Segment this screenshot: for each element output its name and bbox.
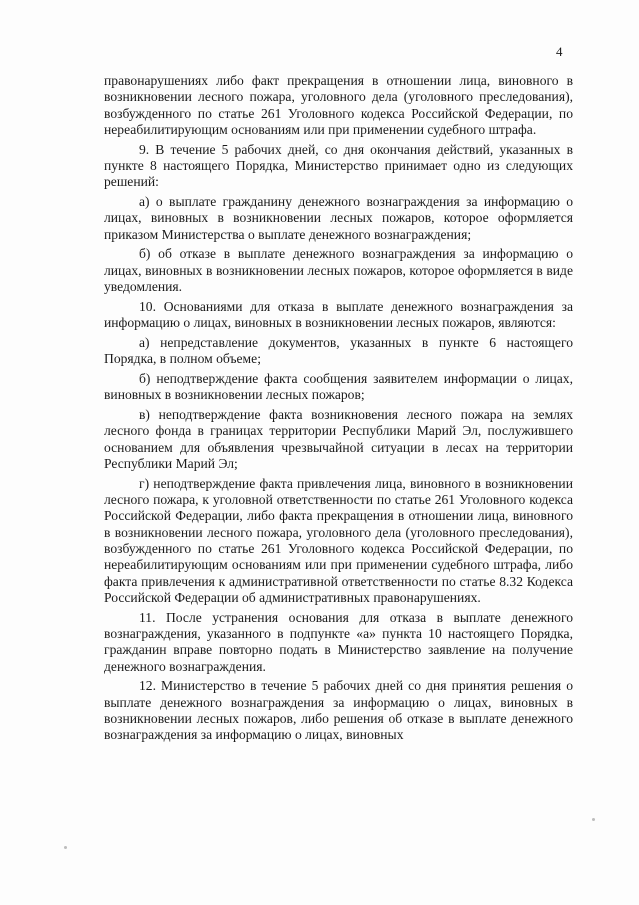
paragraph-9: 9. В течение 5 рабочих дней, со дня окончания действий, указанных в пункте 8 настоящего Порядка, Министерство принимает одно из следующих решений: [104, 141, 573, 190]
paragraph-12: 12. Министерство в течение 5 рабочих дней со дня принятия решения о выплате денежного вознаграждения за информацию о лицах, виновных в возникновении лесных пожаров, либо решения об отказе в выплате денежного вознаграждения за информацию о лицах, виновных [104, 678, 573, 743]
paragraph-10-b: б) неподтверждение факта сообщения заявителем информации о лицах, виновных в возникновении лесных пожаров; [104, 371, 573, 403]
paragraph-10-a: а) непредставление документов, указанных в пункте 6 настоящего Порядка, в полном объеме; [104, 334, 573, 367]
paragraph-10-v: в) неподтверждение факта возникновения лесного пожара на землях лесного фонда в границах территории Республики Марий Эл, послужившего основанием для объявления чрезвычайной ситуации в лесах на территории Республики Марий Эл; [104, 407, 573, 472]
page-number: 4 [556, 44, 563, 59]
document-body [104, 73, 573, 747]
paragraph-9-b: б) об отказе в выплате денежного вознаграждения за информацию о лицах, виновных в возникновении лесных пожаров, которое оформляется в виде уведомления. [104, 246, 573, 295]
paragraph-9-a: а) о выплате гражданину денежного вознаграждения за информацию о лицах, виновных в возникновении лесных пожаров, которое оформляется приказом Министерства о выплате денежного вознаграждения; [104, 194, 573, 242]
paragraph-10: 10. Основаниями для отказа в выплате денежного вознаграждения за информацию о лицах, виновных в возникновении лесных пожаров, являются: [104, 298, 573, 331]
paragraph-10-g: г) неподтверждение факта привлечения лица, виновного в возникновении лесного пожара, к уголовной ответственности по статье 261 Уголовного кодекса Российской Федерации, либо факта прекращения в отношении лица, виновного в возникновении лесного пожара, уголовного дела (уголовного преследования), возбужденного по статье 261 Уголовного кодекса Российской Федерации, по нереабилитирующим основаниям или при применении судебного штрафа, либо факта привлечения к административной ответственности по статье 8.32 Кодекса Российской Федерации об административных правонарушениях. [104, 475, 573, 605]
paragraph-11: 11. После устранения основания для отказа в выплате денежного вознаграждения, указанного в подпункте «а» пункта 10 настоящего Порядка, гражданин вправе повторно подать в Министерство заявление на получение денежного вознаграждения. [104, 609, 573, 674]
scan-speck-mark [64, 846, 67, 849]
scan-speck-mark [592, 818, 595, 821]
paragraph-continuation: правонарушениях либо факт прекращения в отношении лица, виновного в возникновении лесного пожара, уголовного дела (уголовного преследования), возбужденного по статье 261 Уголовного кодекса Российской Федерации, по нереабилитирующим основаниям или при применении судебного штрафа. [104, 73, 573, 137]
